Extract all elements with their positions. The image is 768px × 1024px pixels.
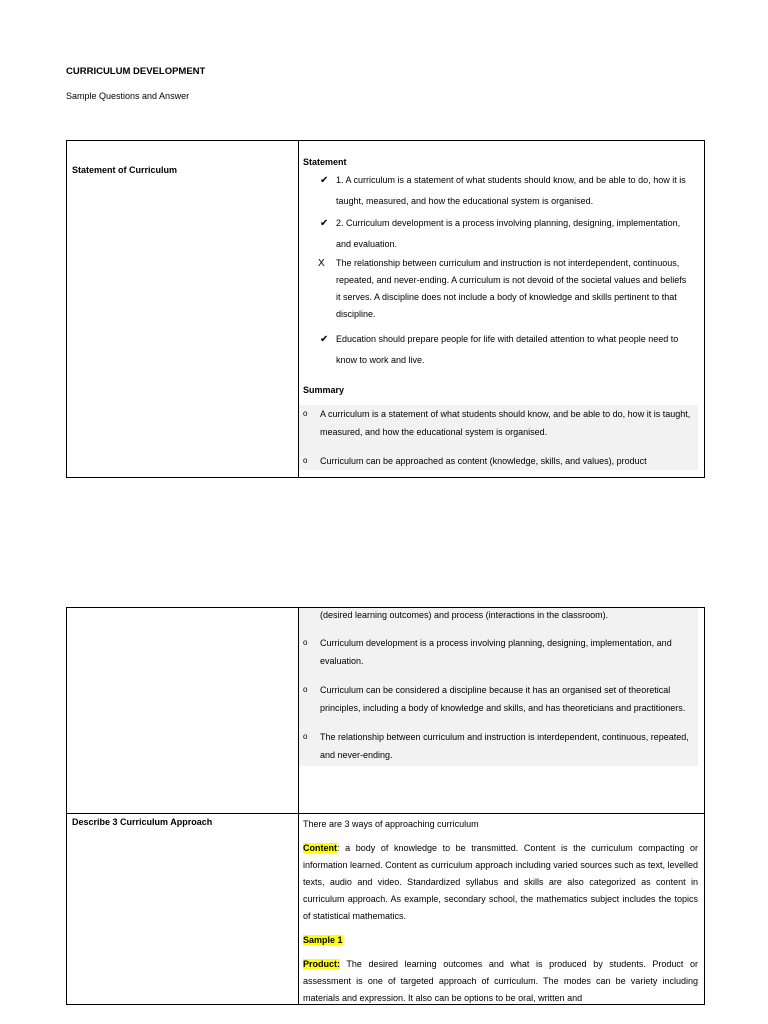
bullet-icon: o bbox=[303, 732, 308, 741]
bullet-icon: o bbox=[303, 685, 308, 694]
document-title: CURRICULUM DEVELOPMENT bbox=[66, 66, 206, 77]
statement-item bbox=[299, 255, 704, 323]
check-icon: ✔ bbox=[320, 334, 329, 345]
cross-icon: X bbox=[318, 258, 325, 269]
product-label: Product: bbox=[303, 959, 340, 969]
content-label: Content bbox=[303, 843, 337, 853]
question-cell bbox=[67, 814, 299, 1005]
bullet-icon: o bbox=[303, 409, 308, 418]
check-icon: ✔ bbox=[320, 218, 329, 229]
summary-item bbox=[299, 405, 698, 441]
statement-item bbox=[299, 170, 704, 212]
summary-text: The relationship between curriculum and instruction is interdependent, continuous, repeated, and never-ending. bbox=[320, 732, 689, 760]
answer-cell bbox=[299, 814, 705, 1005]
statement-text: Education should prepare people for life with detailed attention to what people need to know to work and live. bbox=[336, 334, 679, 365]
question-cell bbox=[67, 141, 299, 478]
statement-heading: Statement bbox=[303, 157, 347, 167]
question-cell bbox=[67, 608, 299, 814]
check-icon: ✔ bbox=[320, 175, 329, 186]
table-row bbox=[67, 608, 705, 814]
summary-item bbox=[299, 717, 698, 766]
statement-text: 1. A curriculum is a statement of what students should know, and be able to do, how it is taught, measured, and how the educational system is organised. bbox=[336, 175, 686, 206]
qa-table-page-2 bbox=[66, 607, 705, 1005]
table-row bbox=[67, 814, 705, 1005]
statement-text: 2. Curriculum development is a process involving planning, designing, implementation, and evaluation. bbox=[336, 218, 681, 249]
statement-text: The relationship between curriculum and instruction is not interdependent, continuous, repeated, and never-ending. A curriculum is not devoid of the societal values and beliefs it serves. A discipline does not include a body of knowledge and skills pertinent to that discipline. bbox=[336, 258, 687, 319]
product-text: The desired learning outcomes and what is produced by students. Product or assessment is one of targeted approach of curriculum. The modes can be variety including materials and expression. It also can be options to be oral, written and bbox=[303, 959, 698, 1003]
sample-paragraph bbox=[299, 932, 704, 949]
answer-cell bbox=[299, 141, 705, 478]
content-paragraph bbox=[299, 840, 704, 925]
document-subtitle: Sample Questions and Answer bbox=[66, 91, 190, 101]
summary-text: Curriculum development is a process involving planning, designing, implementation, and evaluation. bbox=[320, 638, 672, 666]
approach-intro: There are 3 ways of approaching curriculum bbox=[303, 819, 479, 829]
answer-cell bbox=[299, 608, 705, 814]
content-text: : a body of knowledge to be transmitted. Content is the curriculum compacting or information learned. Content as curriculum approach including varied sources such as text, levelled texts, audio and video. Standardized syllabus and skills are also categorized as content in curriculum approach. As example, secondary school, the mathematics subject includes the topics of statistical mathematics. bbox=[303, 843, 698, 921]
question-label: Statement of Curriculum bbox=[72, 165, 178, 175]
summary-text: Curriculum can be considered a discipline because it has an organised set of theoretical principles, including a body of knowledge and skills, and has theoreticians and practitioners. bbox=[320, 685, 686, 713]
sample-label: Sample 1 bbox=[303, 935, 343, 945]
summary-item bbox=[299, 622, 698, 670]
summary-text: Curriculum can be approached as content (knowledge, skills, and values), product bbox=[320, 456, 647, 466]
statement-item bbox=[299, 329, 704, 371]
summary-item bbox=[299, 441, 698, 470]
bullet-icon: o bbox=[303, 456, 308, 465]
bullet-icon: o bbox=[303, 638, 308, 647]
summary-item bbox=[299, 670, 698, 717]
question-label: Describe 3 Curriculum Approach bbox=[72, 817, 213, 827]
statement-item bbox=[299, 213, 704, 255]
table-row bbox=[67, 141, 705, 478]
qa-table-page-1 bbox=[66, 140, 705, 478]
summary-text: A curriculum is a statement of what students should know, and be able to do, how it is taught, measured, and how the educational system is organised. bbox=[320, 409, 691, 437]
summary-heading: Summary bbox=[303, 385, 345, 395]
product-paragraph bbox=[299, 956, 704, 1004]
summary-continued: (desired learning outcomes) and process (interactions in the classroom). bbox=[299, 608, 698, 622]
